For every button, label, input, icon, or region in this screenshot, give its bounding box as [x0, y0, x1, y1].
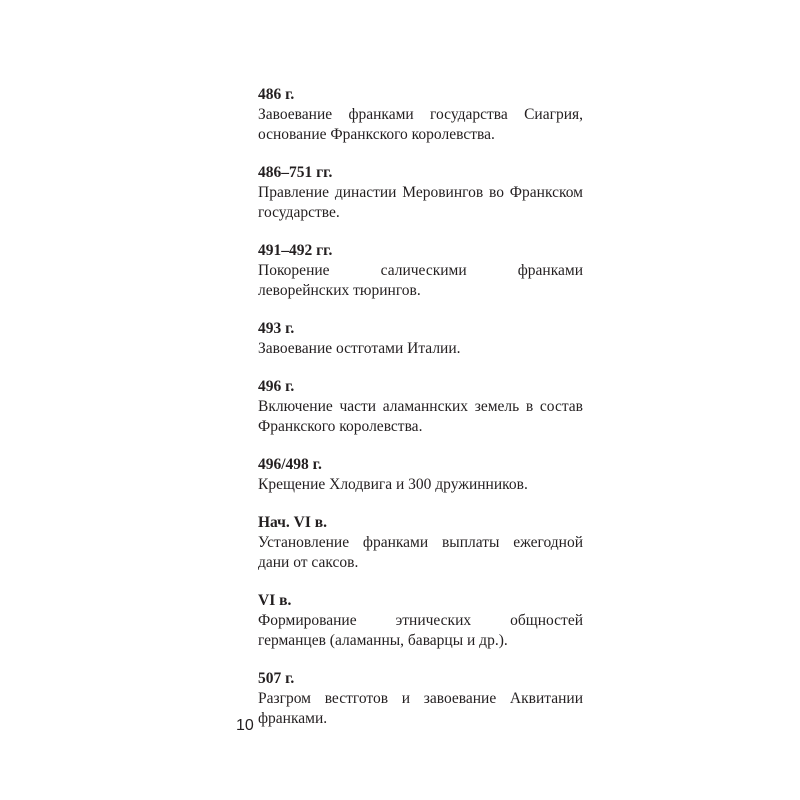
- entry-date: 486–751 гг.: [258, 164, 333, 181]
- chronology-entry: [258, 241, 583, 301]
- entry-text: Завоевание остготами Италии.: [258, 340, 461, 357]
- entry-text: Разгром вестготов и завоевание Аквитании франками.: [258, 690, 583, 727]
- entry-date: VI в.: [258, 592, 292, 609]
- chronology-entry: [258, 163, 583, 223]
- entry-date: 493 г.: [258, 320, 295, 337]
- entry-date: 486 г.: [258, 86, 295, 103]
- entry-text: Завоевание франками государства Сиагрия, основание Франкского королевства.: [258, 106, 583, 143]
- entry-date: 491–492 гг.: [258, 242, 333, 259]
- entry-text: Покорение салическими франками леворейнских тюрингов.: [258, 262, 583, 299]
- chronology-entry: [258, 591, 583, 651]
- chronology-entry: [258, 377, 583, 437]
- page-number: 10: [236, 717, 254, 734]
- chronology-entry: [258, 85, 583, 145]
- chronology-entry: [258, 455, 583, 495]
- chronology-entry: [258, 669, 583, 729]
- entry-text: Крещение Хлодвига и 300 дружинников.: [258, 476, 528, 493]
- chronology-entry: [258, 513, 583, 573]
- chronology-list: [258, 85, 583, 747]
- entry-date: 507 г.: [258, 670, 295, 687]
- entry-text: Установление франками выплаты ежегодной дани от саксов.: [258, 534, 583, 571]
- entry-date: 496/498 г.: [258, 456, 322, 473]
- entry-text: Формирование этнических общностей германцев (аламанны, баварцы и др.).: [258, 612, 583, 649]
- entry-text: Правление династии Меровингов во Франкском государстве.: [258, 184, 583, 221]
- entry-text: Включение части аламаннских земель в состав Франкского королевства.: [258, 398, 583, 435]
- chronology-entry: [258, 319, 583, 359]
- entry-date: 496 г.: [258, 378, 295, 395]
- entry-date: Нач. VI в.: [258, 514, 328, 531]
